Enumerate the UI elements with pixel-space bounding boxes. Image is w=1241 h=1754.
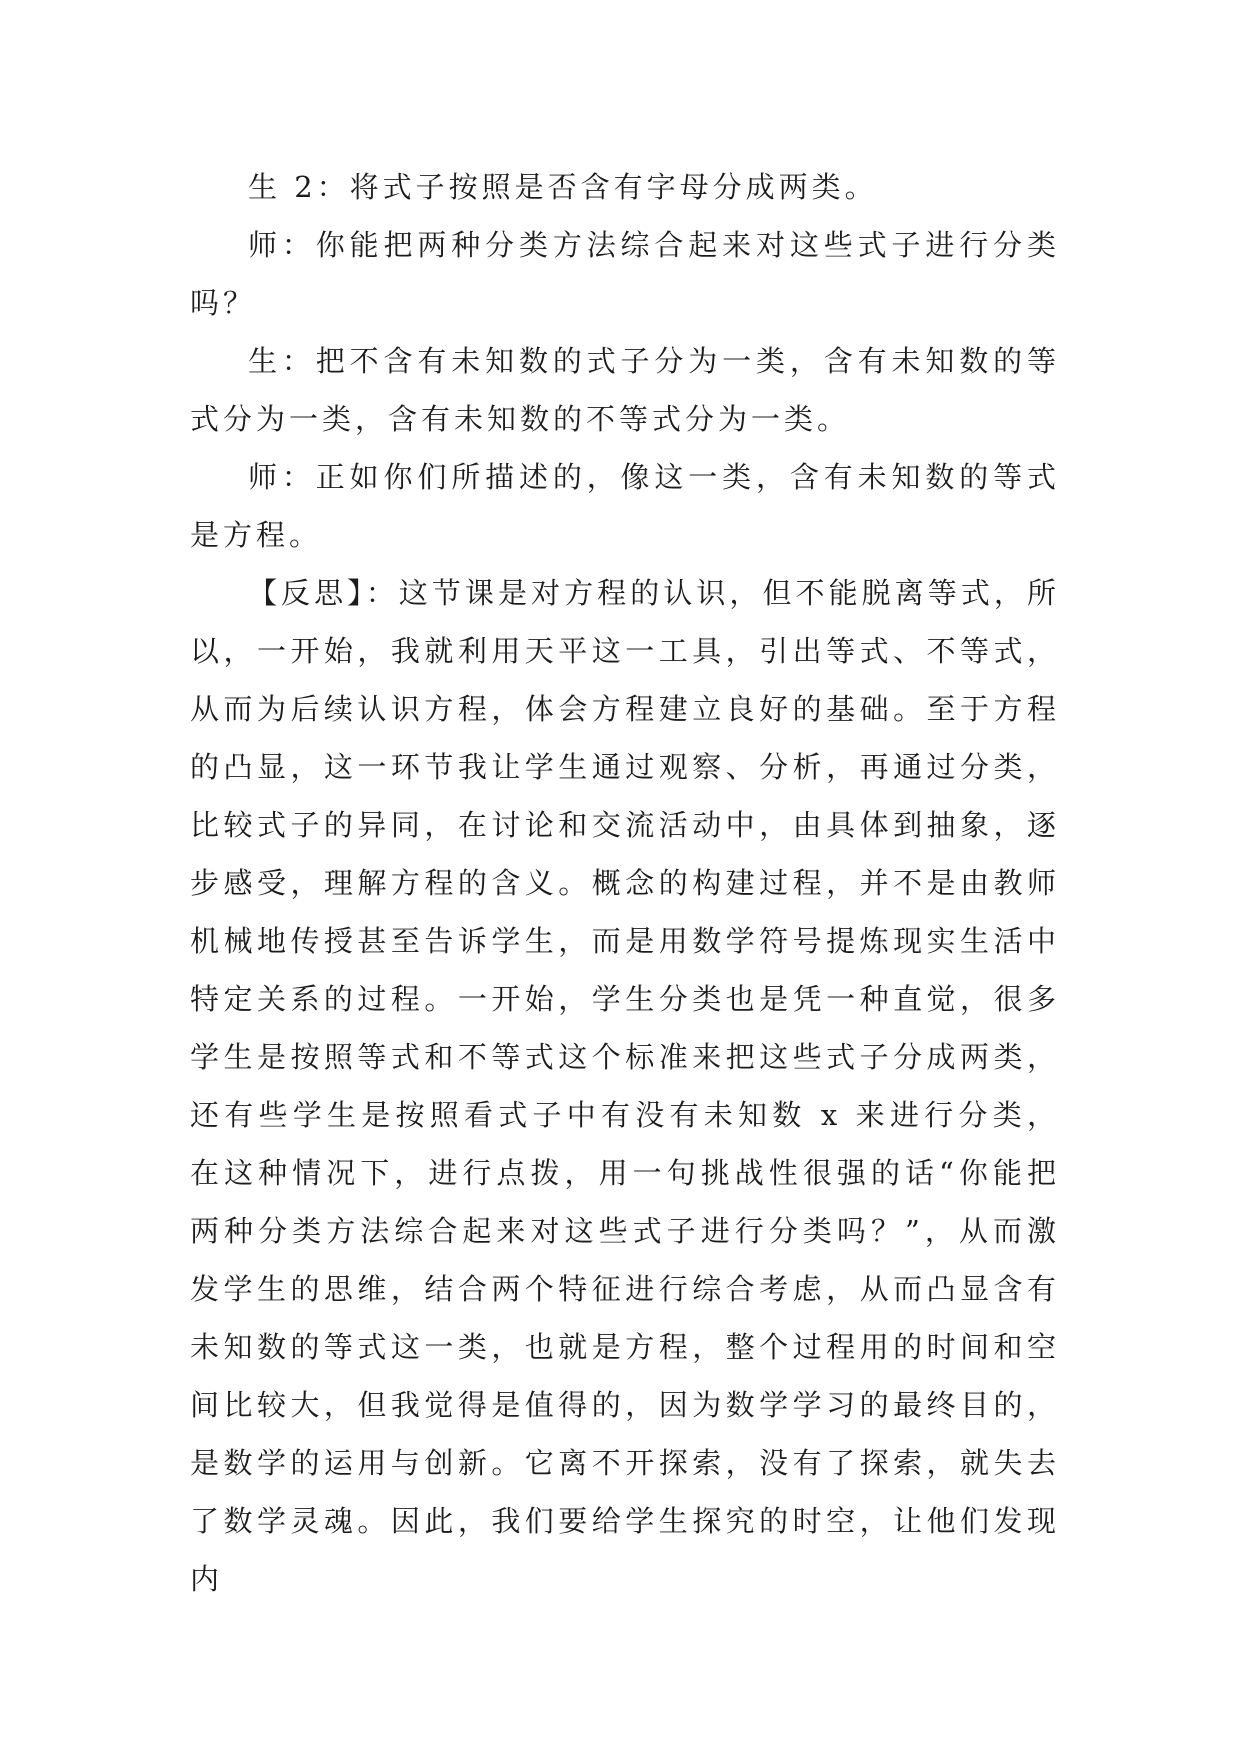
paragraph-student-2: 生 2：将式子按照是否含有字母分成两类。 bbox=[248, 170, 878, 204]
document-body bbox=[190, 158, 1060, 1608]
paragraph-reflection: 【反思】：这节课是对方程的认识，但不能脱离等式，所以，一开始，我就利用天平这一工具，引出等式、不等式，从而为后续认识方程，体会方程建立良好的基础。至于方程的凸显，这一环节我让学生通过观察、分析，再通过分类，比较式子的异同，在讨论和交流活动中，由具体到抽象，逐步感受，理解方程的含义。概念的构建过程，并不是由教师机械地传授甚至告诉学生，而是用数学符号提炼现实生活中特定关系的过程。一开始，学生分类也是凭一种直觉，很多学生是按照等式和不等式这个标准来把这些式子分成两类，还有些学生是按照看式子中有没有未知数 x 来进行分类，在这种情况下，进行点拨，用一句挑战性很强的话“你能把两种分类方法综合起来对这些式子进行分类吗？”，从而激发学生的思维，结合两个特征进行综合考虑，从而凸显含有未知数的等式这一类，也就是方程，整个过程用的时间和空间比较大，但我觉得是值得的，因为数学学习的最终目的，是数学的运用与创新。它离不开探索，没有了探索，就失去了数学灵魂。因此，我们要给学生探究的时空，让他们发现内 bbox=[190, 576, 1060, 1596]
paragraph-student-answer: 生：把不含有未知数的式子分为一类，含有未知数的等式分为一类，含有未知数的不等式分为一类。 bbox=[190, 344, 1060, 436]
paragraph-teacher-question: 师：你能把两种分类方法综合起来对这些式子进行分类吗？ bbox=[190, 228, 1060, 320]
paragraph-teacher-conclusion: 师：正如你们所描述的，像这一类，含有未知数的等式是方程。 bbox=[190, 460, 1060, 552]
